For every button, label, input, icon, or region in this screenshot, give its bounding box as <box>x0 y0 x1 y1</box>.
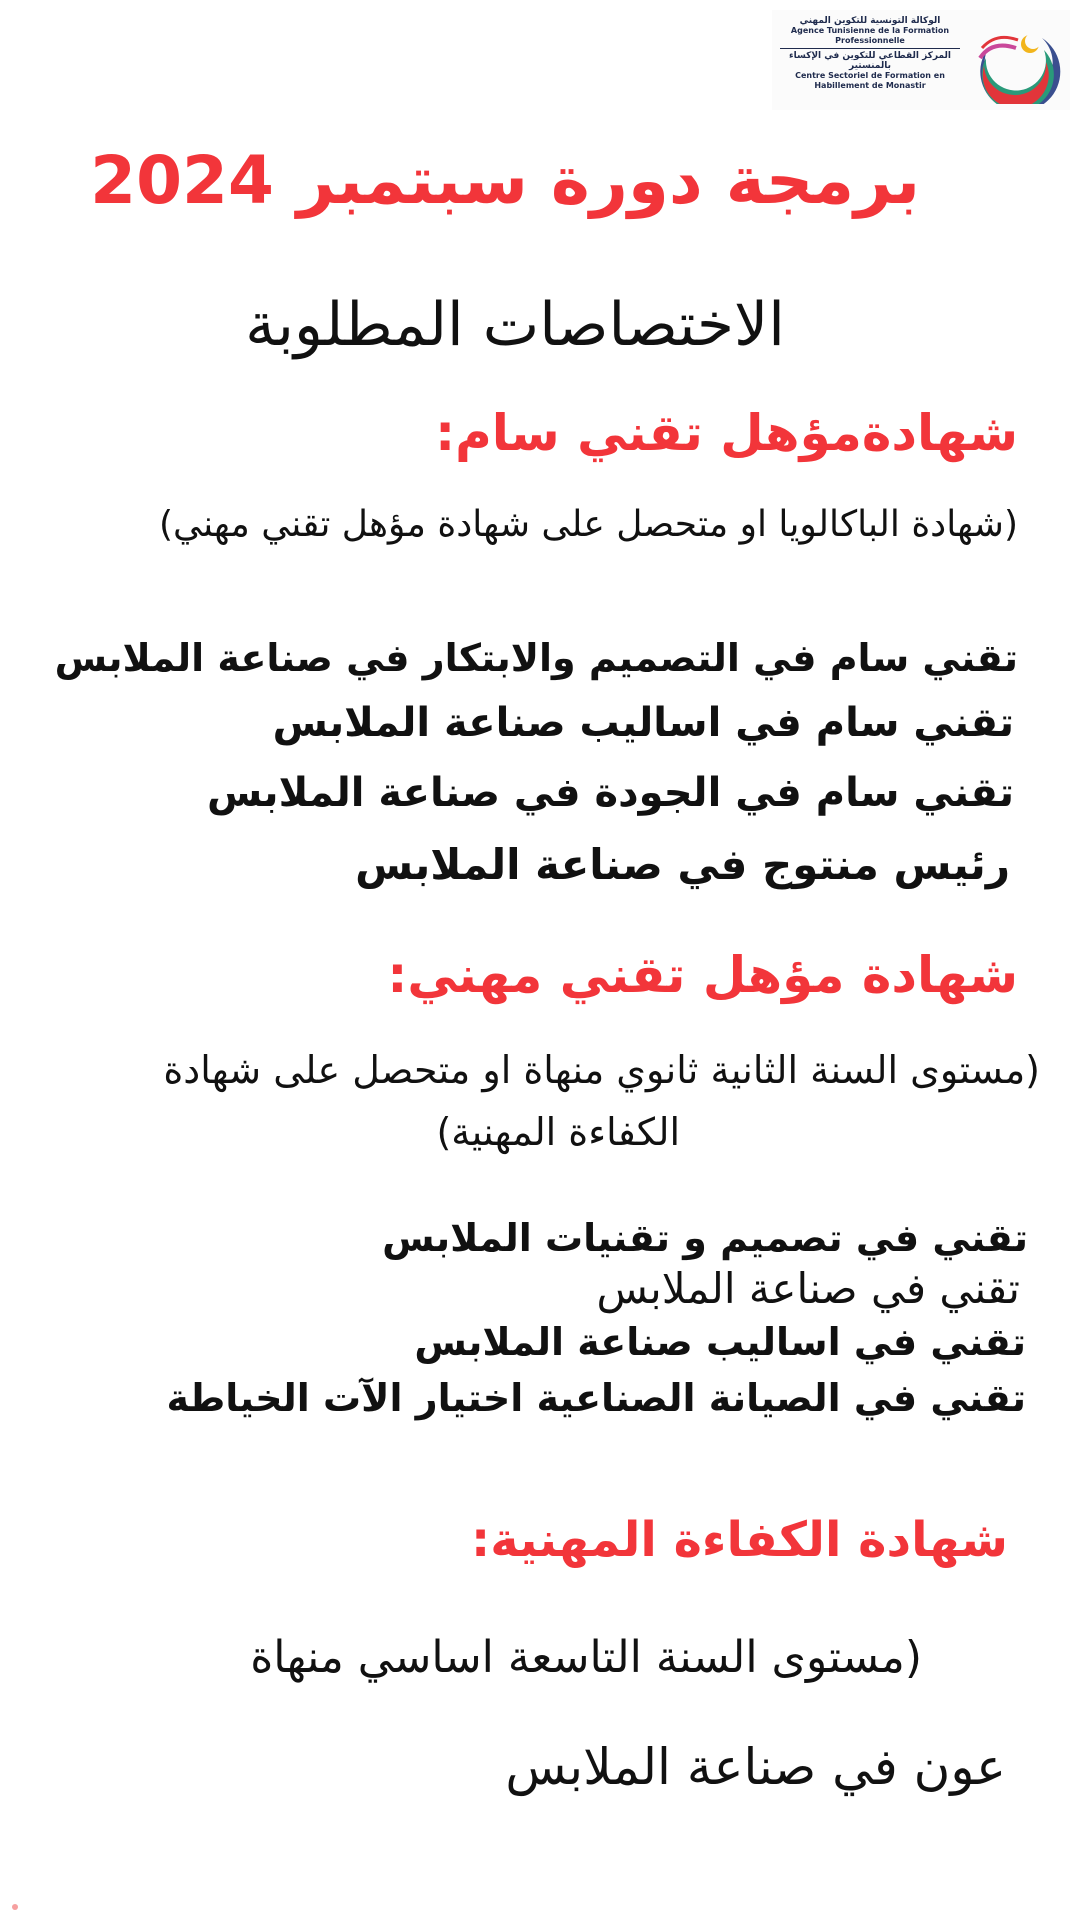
section-heading-cap: شهادة الكفاءة المهنية: <box>471 1512 1008 1568</box>
section-heading-bts: شهادةمؤهل تقني سام: <box>435 404 1018 462</box>
list-item: تقني سام في الجودة في صناعة الملابس <box>207 770 1014 816</box>
section-requirement-btp-line1: (مستوى السنة الثانية ثانوي منهاة او متحصل على شهادة <box>163 1048 1040 1092</box>
section-requirement-btp-line2: الكفاءة المهنية) <box>436 1110 680 1154</box>
list-item: تقني في صناعة الملابس <box>596 1264 1020 1313</box>
page-title: برمجة دورة سبتمبر 2024 <box>90 142 920 219</box>
agency-logo <box>772 10 1070 110</box>
logo-divider <box>780 48 960 49</box>
crescent-logo-icon <box>972 18 1062 104</box>
page-subtitle: الاختصاصات المطلوبة <box>245 290 785 360</box>
logo-centre-fr: Centre Sectoriel de Formation en Habillement de Monastir <box>795 71 945 90</box>
list-item: تقني في اساليب صناعة الملابس <box>414 1320 1026 1364</box>
logo-agency-ar: الوكالة التونسية للتكوين المهني <box>799 16 941 26</box>
list-item: تقني سام في اساليب صناعة الملابس <box>272 700 1014 746</box>
logo-centre-ar: المركز القطاعي للتكوين في الإكساء بالمنستير <box>788 51 952 71</box>
list-item: عون في صناعة الملابس <box>505 1738 1006 1796</box>
list-item: تقني في تصميم و تقنيات الملابس <box>382 1216 1028 1260</box>
section-requirement-cap: (مستوى السنة التاسعة اساسي منهاة <box>250 1632 922 1683</box>
logo-text <box>772 16 968 91</box>
list-item: رئيس منتوج في صناعة الملابس <box>355 840 1010 889</box>
list-item: تقني في الصيانة الصناعية اختيار الآت الخياطة <box>166 1376 1026 1420</box>
logo-agency-fr: Agence Tunisienne de la Formation Professionnelle <box>790 26 950 45</box>
list-item: تقني سام في التصميم والابتكار في صناعة الملابس <box>54 636 1018 680</box>
section-heading-btp: شهادة مؤهل تقني مهني: <box>387 946 1018 1004</box>
section-requirement-bts: (شهادة الباكالويا او متحصل على شهادة مؤهل تقني مهني) <box>159 504 1018 545</box>
decorative-dot <box>12 1904 18 1910</box>
